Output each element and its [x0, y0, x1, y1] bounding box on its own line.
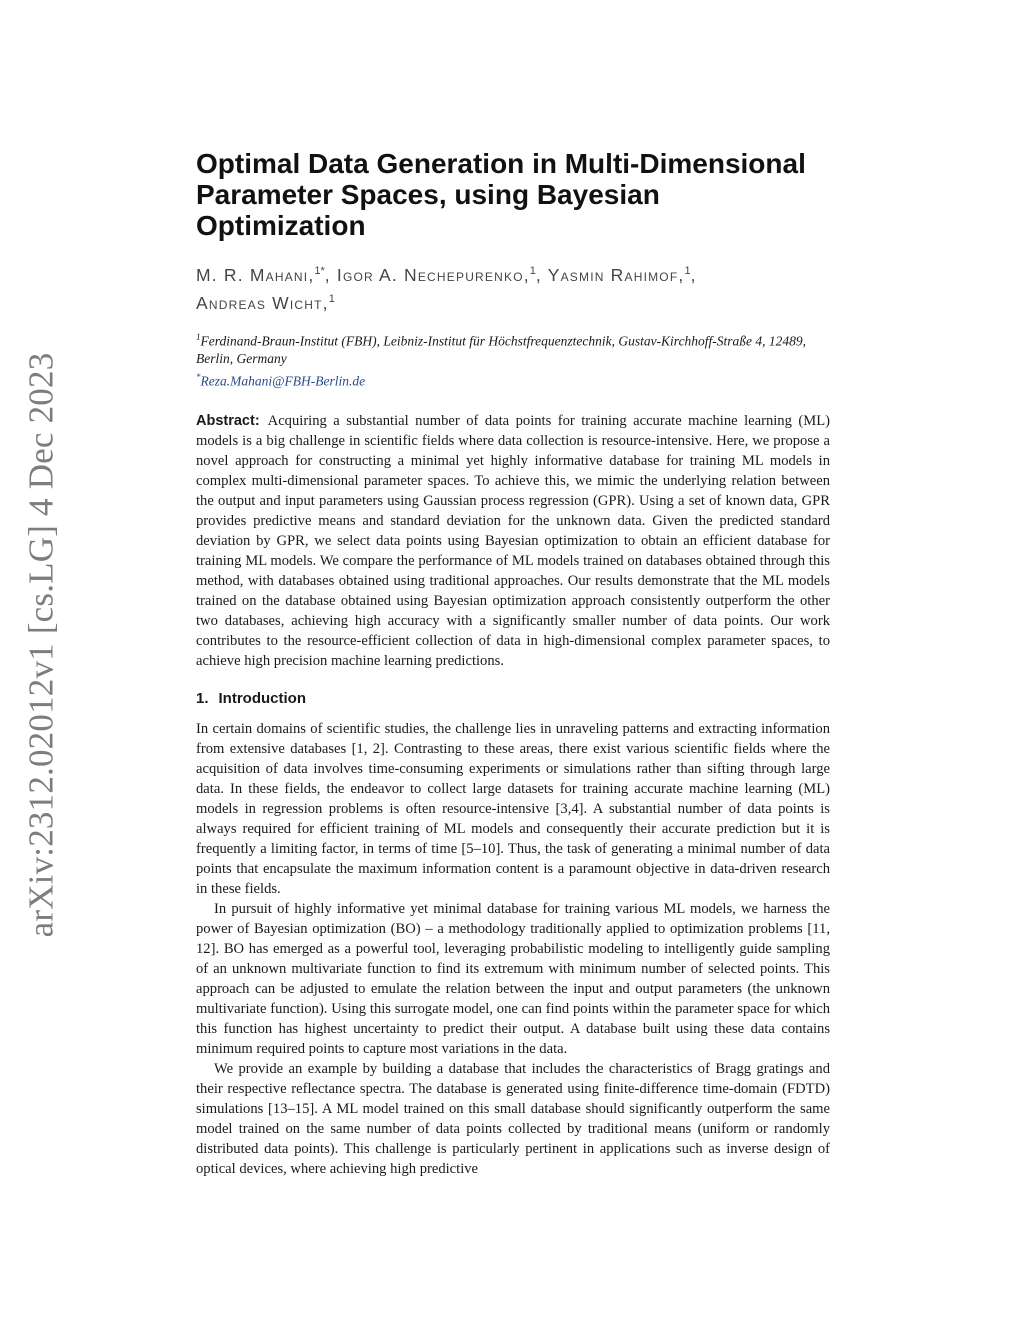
affiliation-text: Ferdinand-Braun-Institut (FBH), Leibniz-Institut für Höchstfrequenztechnik, Gustav-Kirchhoff-Straße 4, 12489, Berlin, Germany — [196, 333, 807, 367]
author-wicht-affil: 1 — [328, 292, 335, 305]
author-mahani: M. R. Mahani, — [196, 264, 315, 285]
section-title: Introduction — [218, 689, 306, 707]
author-nechepurenko: , Igor A. Nechepurenko, — [324, 264, 530, 285]
section-heading-introduction — [196, 689, 830, 709]
author-rahimof: , Yasmin Rahimof, — [535, 264, 685, 285]
intro-paragraph-3: We provide an example by building a database that includes the characteristics of Bragg gratings and their respective reflectance spectra. The database is generated using finite-difference time-domain (FDTD) simulations [13–15]. A ML model trained on this small database should significantly outperform the same model trained on the same number of data points collected by traditional means (uniform or randomly distributed data points). This challenge is particularly pertinent in applications such as inverse design of optical devices, where achieving high predictive — [196, 1060, 830, 1177]
affiliation-marker: 1 — [196, 331, 201, 342]
author-nechepurenko-affil: 1 — [529, 265, 536, 277]
email-marker: * — [196, 372, 201, 383]
arxiv-identifier-stamp — [18, 352, 64, 938]
title-line-1: Optimal Data Generation in Multi-Dimensional — [196, 148, 806, 179]
arxiv-identifier-text: arXiv:2312.02012v1 [cs.LG] 4 Dec 2023 — [21, 352, 60, 938]
paper-page — [196, 148, 830, 1179]
title-line-2: Parameter Spaces, using Bayesian Optimization — [196, 179, 660, 241]
author-list — [196, 259, 830, 315]
author-line-1 — [196, 259, 830, 287]
section-number: 1. — [196, 689, 209, 707]
author-wicht: Andreas Wicht, — [196, 292, 329, 313]
author-line-2 — [196, 287, 830, 315]
author-separator: , — [690, 264, 697, 285]
paper-title — [196, 148, 830, 241]
intro-paragraph-1: In certain domains of scientific studies, the challenge lies in unraveling patterns and extracting information from extensive databases [1, 2]. Contrasting to these areas, there exist various scientific fields where the acquisition of data involves time-consuming experiments or simulations rather than sifting through large data. In these fields, the endeavor to collect large datasets for training accurate machine learning (ML) models in regression problems is often resource-intensive [3,4]. A substantial number of data points is always required for efficient training of ML models and consequently their accurate prediction but it is frequently a limiting factor, in terms of time [5–10]. Thus, the task of generating a minimal number of data points that encapsulate the maximum information content is a paramount objective in data-driven research in these fields. — [196, 720, 830, 897]
author-rahimof-affil: 1 — [684, 265, 691, 277]
abstract-text: Acquiring a substantial number of data points for training accurate machine learning (ML) models is a big challenge in scientific fields where data collection is resource-intensive. Here, we propose a novel approach for constructing a minimal yet highly informative database for training ML models in complex multi-dimensional parameter spaces. To achieve this, we mimic the underlying relation between the output and input parameters using Gaussian process regression (GPR). Using a set of known data, GPR provides predictive means and standard deviation for the unknown data. Given the predicted standard deviation by GPR, we select data points using Bayesian optimization to obtain an efficient database for training ML models. We compare the performance of ML models trained on databases obtained through this method, with databases obtained using traditional approaches. Our results demonstrate that the ML models trained on the database obtained using Bayesian optimization approach consistently outperform the other two databases, achieving high accuracy with a significantly smaller number of data points. Our work contributes to the resource-efficient collection of data in high-dimensional complex parameter spaces, to achieve high precision machine learning predictions. — [196, 412, 830, 669]
corresponding-email-link[interactable] — [196, 368, 830, 391]
affiliation-line — [196, 328, 830, 369]
email-text: Reza.Mahani@FBH-Berlin.de — [200, 373, 366, 389]
abstract-block — [196, 411, 830, 671]
abstract-label: Abstract: — [196, 412, 260, 429]
intro-paragraph-2: In pursuit of highly informative yet minimal database for training various ML models, we harness the power of Bayesian optimization (BO) – a methodology traditionally applied to optimization problems [11, 12]. BO has emerged as a powerful tool, leveraging probabilistic modeling to intelligently guide sampling of an unknown multivariate function to find its extremum with minimum number of selected points. This approach can be adjusted to emulate the relation between the input and output parameters (the unknown multivariate function). Using this surrogate model, one can find points within the parameter space for which this function has highest uncertainty to predict their output. A database built using these data contains minimum required points to capture most variations in the data. — [196, 900, 830, 1057]
author-mahani-affil: 1* — [314, 265, 325, 277]
affiliation-block — [196, 328, 830, 391]
